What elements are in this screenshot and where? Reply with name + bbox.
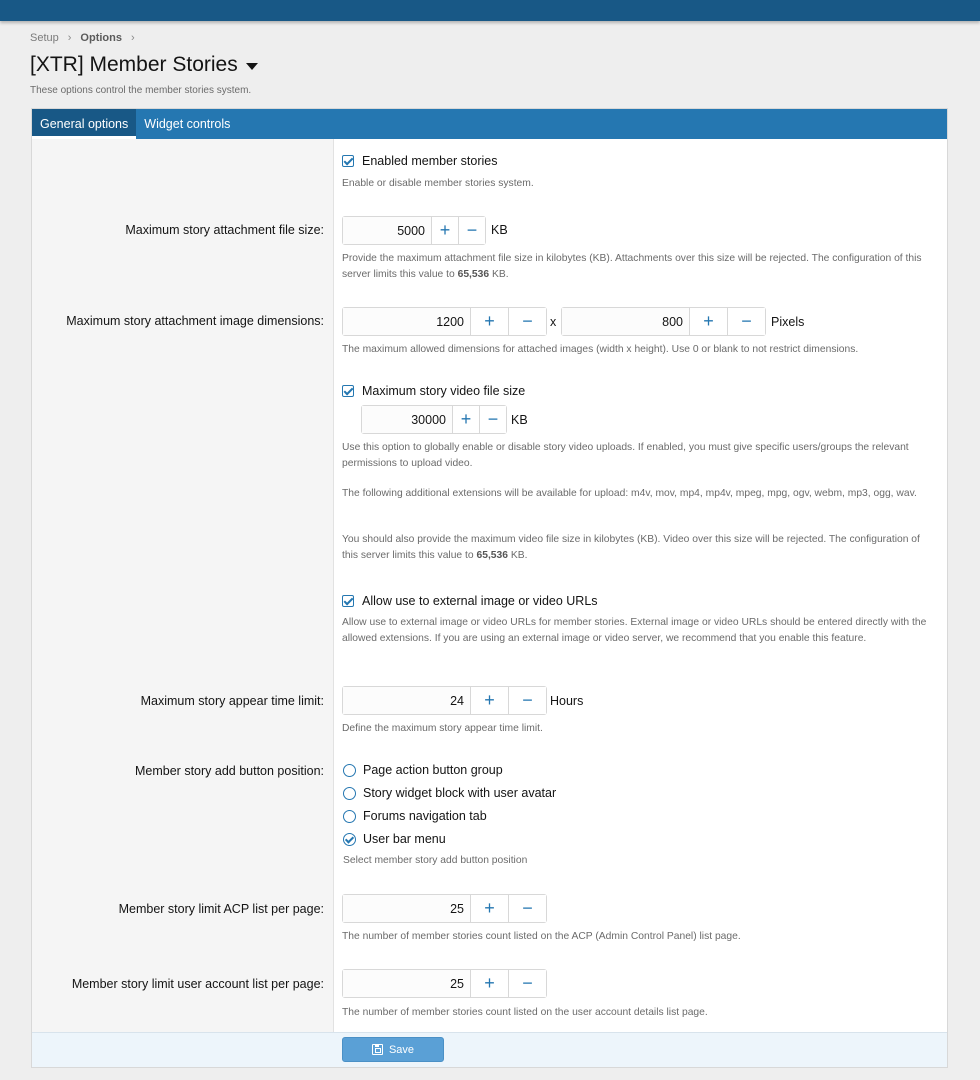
tab-widget-controls[interactable]: Widget controls — [144, 117, 231, 131]
max-attachment-size-hint-text: Provide the maximum attachment file size in kilobytes (KB). Attachments over this size will be rejected. The configuration of this server limits this value to — [342, 253, 922, 280]
max-attachment-size-hint-suffix: KB. — [489, 268, 509, 280]
acp-list-limit-label: Member story limit ACP list per page: — [118, 902, 324, 916]
save-icon — [372, 1044, 383, 1055]
user-list-limit-label: Member story limit user account list per page: — [71, 977, 324, 991]
max-video-size-limit: 65,536 — [476, 549, 508, 561]
radio-user-bar-menu[interactable] — [343, 832, 446, 846]
max-attachment-size-stepper — [342, 216, 486, 245]
image-height-stepper — [561, 307, 766, 336]
minus-icon[interactable]: − — [508, 687, 546, 714]
form-label-column — [32, 139, 334, 1032]
plus-icon[interactable]: + — [470, 308, 508, 335]
max-video-size-label: Maximum story video file size — [362, 384, 526, 398]
add-button-position-label: Member story add button position: — [135, 764, 324, 778]
radio-button[interactable] — [343, 764, 356, 777]
image-height-input[interactable]: 800 — [562, 308, 689, 335]
plus-icon[interactable]: + — [689, 308, 727, 335]
external-urls-hint: Allow use to external image or video URLs for member stories. External image or video URLs should be entered directly with the allowed extensions. If you are using an external image or video server, we recommend that you enable this feature. — [342, 617, 927, 644]
radio-button-checked[interactable] — [343, 833, 356, 846]
tab-general-options[interactable]: General options — [32, 109, 136, 139]
minus-icon[interactable]: − — [479, 406, 506, 433]
add-button-position-hint: Select member story add button position — [343, 855, 528, 866]
form-footer — [32, 1032, 947, 1067]
radio-button[interactable] — [343, 810, 356, 823]
minus-icon[interactable]: − — [508, 895, 546, 922]
page-title — [30, 53, 258, 77]
breadcrumb-item-options[interactable]: Options — [80, 32, 122, 44]
radio-page-action-button-group[interactable] — [343, 763, 503, 777]
save-button-label: Save — [388, 1043, 415, 1056]
appear-time-limit-stepper — [342, 686, 547, 715]
external-urls-label: Allow use to external image or video URLs — [362, 594, 598, 608]
minus-icon[interactable]: − — [508, 970, 546, 997]
enabled-stories-option[interactable] — [342, 154, 497, 168]
max-attachment-size-limit: 65,536 — [457, 268, 490, 280]
chevron-right-icon: › — [67, 32, 72, 44]
enabled-stories-label: Enabled member stories — [362, 154, 498, 168]
image-width-stepper — [342, 307, 547, 336]
max-attachment-size-input[interactable]: 5000 — [343, 217, 431, 244]
acp-list-limit-input[interactable]: 25 — [343, 895, 470, 922]
max-image-dimensions-hint: The maximum allowed dimensions for attached images (width x height). Use 0 or blank to not restrict dimensions. — [342, 344, 859, 355]
minus-icon[interactable]: − — [458, 217, 485, 244]
max-video-size-input[interactable]: 30000 — [362, 406, 452, 433]
radio-label: Page action button group — [363, 763, 503, 777]
top-header-bar — [0, 0, 980, 21]
caret-down-icon[interactable] — [246, 63, 258, 70]
max-video-size-unit: KB — [511, 413, 528, 427]
max-video-size-hint-1: Use this option to globally enable or disable story video uploads. If enabled, you must give specific users/groups the relevant permissions to upload video. — [342, 442, 909, 469]
dimensions-unit: Pixels — [771, 315, 805, 329]
enabled-stories-checkbox[interactable] — [342, 155, 354, 167]
appear-time-limit-hint: Define the maximum story appear time limit. — [342, 723, 543, 734]
plus-icon[interactable]: + — [470, 687, 508, 714]
breadcrumb — [30, 32, 144, 44]
max-video-size-option[interactable] — [342, 384, 525, 398]
max-attachment-size-hint — [342, 251, 938, 282]
user-list-limit-stepper — [342, 969, 547, 998]
radio-story-widget-block[interactable] — [343, 786, 556, 800]
max-video-size-checkbox[interactable] — [342, 385, 354, 397]
appear-time-limit-input[interactable]: 24 — [343, 687, 470, 714]
enabled-stories-hint: Enable or disable member stories system. — [342, 178, 534, 189]
max-image-dimensions-label: Maximum story attachment image dimensions: — [66, 314, 324, 328]
acp-list-limit-hint: The number of member stories count listed on the ACP (Admin Control Panel) list page. — [342, 931, 741, 942]
radio-forums-navigation-tab[interactable] — [343, 809, 487, 823]
chevron-right-icon: › — [130, 32, 135, 44]
max-video-size-hint-3-text: You should also provide the maximum video file size in kilobytes (KB). Video over this size will be rejected. The configuration of this server limits this value to — [342, 534, 920, 561]
max-video-size-hint-3-suffix: KB. — [507, 549, 528, 561]
max-video-size-hint-3 — [342, 532, 922, 563]
page-title-text: [XTR] Member Stories — [30, 53, 238, 76]
external-urls-option[interactable] — [342, 594, 598, 608]
plus-icon[interactable]: + — [431, 217, 458, 244]
radio-button[interactable] — [343, 787, 356, 800]
minus-icon[interactable]: − — [508, 308, 546, 335]
external-urls-checkbox[interactable] — [342, 595, 354, 607]
dimensions-separator: x — [550, 315, 557, 329]
options-block — [31, 108, 948, 1068]
acp-list-limit-stepper — [342, 894, 547, 923]
plus-icon[interactable]: + — [452, 406, 479, 433]
max-video-size-stepper — [361, 405, 507, 434]
plus-icon[interactable]: + — [470, 970, 508, 997]
page-description: These options control the member stories system. — [30, 85, 252, 96]
tab-bar — [32, 109, 947, 139]
user-list-limit-input[interactable]: 25 — [343, 970, 470, 997]
max-attachment-size-label: Maximum story attachment file size: — [125, 223, 324, 237]
max-attachment-size-unit: KB — [491, 223, 508, 237]
max-video-size-hint-2: The following additional extensions will be available for upload: m4v, mov, mp4, mp4v, mpeg, mpg, ogv, webm, mp3, ogg, wav. — [342, 488, 917, 499]
save-button[interactable] — [342, 1037, 444, 1062]
breadcrumb-item-setup[interactable]: Setup — [30, 32, 59, 44]
radio-label: Story widget block with user avatar — [363, 786, 557, 800]
appear-time-limit-unit: Hours — [550, 694, 584, 708]
minus-icon[interactable]: − — [727, 308, 765, 335]
image-width-input[interactable]: 1200 — [343, 308, 470, 335]
radio-label: Forums navigation tab — [363, 809, 487, 823]
appear-time-limit-label: Maximum story appear time limit: — [140, 694, 324, 708]
radio-label: User bar menu — [363, 832, 446, 846]
user-list-limit-hint: The number of member stories count listed on the user account details list page. — [342, 1007, 708, 1018]
plus-icon[interactable]: + — [470, 895, 508, 922]
